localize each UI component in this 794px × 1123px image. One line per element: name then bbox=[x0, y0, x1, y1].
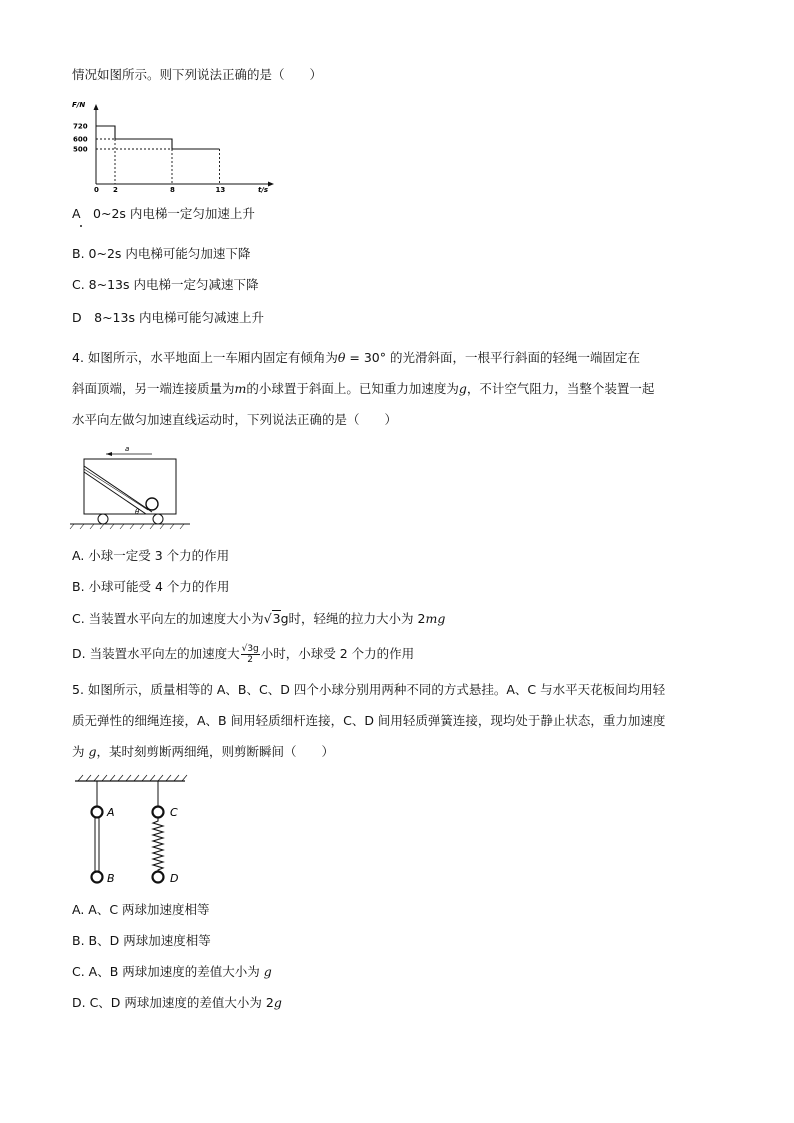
spring-cd bbox=[153, 818, 163, 872]
x-axis-arrowhead bbox=[268, 182, 274, 187]
small-ball bbox=[146, 498, 158, 510]
gravity-symbol: g bbox=[263, 964, 272, 979]
ball-c bbox=[153, 807, 164, 818]
small-dot-mark bbox=[80, 225, 82, 227]
q5-stem-text: ，某时刻剪断两细绳，则剪断瞬间（ ） bbox=[96, 744, 335, 759]
q4-option-b: B. 小球可能受 4 个力的作用 bbox=[72, 579, 230, 594]
theta-symbol: θ bbox=[337, 350, 346, 365]
ball-a bbox=[92, 807, 103, 818]
q4-stem-text: = 30° 的光滑斜面，一根平行斜面的轻绳一端固定在 bbox=[345, 350, 640, 365]
accel-arrowhead bbox=[106, 452, 112, 456]
gravity-symbol: g bbox=[88, 744, 97, 759]
q4-option-c-text: C. 当装置水平向左的加速度大小为 bbox=[72, 611, 264, 626]
q4-stem-text: ，不计空气阻力，当整个装置一起 bbox=[466, 381, 655, 396]
label-d: D bbox=[170, 872, 179, 885]
x-tick-label: 8 bbox=[170, 186, 175, 194]
cart-body bbox=[84, 459, 176, 514]
q4-option-c: C. 当装置水平向左的加速度大小为√3g时，轻绳的拉力大小为 2mg bbox=[72, 611, 446, 626]
x-tick-label: 0 bbox=[94, 186, 99, 194]
q4-option-a: A. 小球一定受 3 个力的作用 bbox=[72, 548, 230, 563]
q5-option-d-text: D. C、D 两球加速度的差值大小为 2 bbox=[72, 995, 274, 1010]
gravity-symbol: g bbox=[458, 381, 467, 396]
x-axis-label: t/s bbox=[258, 186, 269, 194]
fraction-numerator: √3g bbox=[241, 644, 259, 654]
gravity-symbol: g bbox=[280, 611, 289, 626]
label-c: C bbox=[170, 806, 178, 819]
wheel-left bbox=[98, 514, 108, 524]
q5-option-a: A. A、C 两球加速度相等 bbox=[72, 902, 210, 917]
fraction-denominator: 2 bbox=[247, 655, 254, 665]
y-tick-label: 720 bbox=[73, 122, 88, 131]
q5-stem-line1: 5. 如图所示，质量相等的 A、B、C、D 四个小球分别用两种不同的方式悬挂。A、C 与水平天花板间均用轻 bbox=[72, 682, 666, 697]
gravity-symbol: g bbox=[273, 995, 282, 1010]
angle-label: θ bbox=[135, 508, 140, 516]
q5-option-b: B. B、D 两球加速度相等 bbox=[72, 933, 211, 948]
sqrt-radicand: 3 bbox=[272, 611, 281, 626]
wheel-right bbox=[153, 514, 163, 524]
q4-stem-line3: 水平向左做匀加速直线运动时，下列说法正确的是（ ） bbox=[72, 412, 398, 427]
ball-b bbox=[92, 872, 103, 883]
q4-option-c-text: 时，轻绳的拉力大小为 2 bbox=[288, 611, 426, 626]
q5-stem-line3 bbox=[72, 744, 334, 760]
q5-option-c bbox=[72, 964, 272, 980]
q4-stem-text: 4. 如图所示，水平地面上一车厢内固定有倾角为 bbox=[72, 350, 338, 365]
q4-option-d bbox=[72, 644, 414, 665]
q4-stem-text: 的小球置于斜面上。已知重力加速度为 bbox=[246, 381, 459, 396]
rope bbox=[84, 469, 148, 510]
q3-stem: 情况如图所示。则下列说法正确的是（ ） bbox=[72, 67, 323, 82]
hanging-balls-figure bbox=[72, 772, 192, 890]
y-tick-label: 500 bbox=[73, 145, 88, 154]
fraction bbox=[241, 644, 260, 665]
q5-option-c-text: C. A、B 两球加速度的差值大小为 bbox=[72, 964, 264, 979]
mg-symbol: mg bbox=[425, 611, 446, 626]
label-a: A bbox=[107, 806, 115, 819]
q4-stem-line1 bbox=[72, 350, 640, 366]
x-tick-label: 13 bbox=[215, 186, 226, 194]
ceiling-hatching bbox=[78, 775, 187, 781]
q4-stem-text: 斜面顶端，另一端连接质量为 bbox=[72, 381, 235, 396]
label-b: B bbox=[107, 872, 115, 885]
y-tick-label: 600 bbox=[73, 135, 88, 144]
q4-option-d-text: 小时，小球受 2 个力的作用 bbox=[260, 646, 415, 661]
rod-ab bbox=[95, 818, 99, 872]
incline-cart-figure bbox=[70, 444, 200, 530]
x-tick-label: 2 bbox=[113, 186, 118, 194]
y-axis-arrowhead bbox=[94, 104, 99, 110]
q3-option-b: B. 0~2s 内电梯可能匀加速下降 bbox=[72, 246, 251, 261]
ball-d bbox=[153, 872, 164, 883]
q4-stem-line2 bbox=[72, 381, 654, 397]
q3-option-a: A 0~2s 内电梯一定匀加速上升 bbox=[72, 206, 255, 221]
q5-stem-line2: 质无弹性的细绳连接，A、B 间用轻质细杆连接，C、D 间用轻质弹簧连接，现均处于静止状态，重力加速度 bbox=[72, 713, 666, 728]
incline-surface-upper bbox=[84, 466, 152, 512]
y-axis-label: F/N bbox=[72, 101, 86, 109]
mass-symbol: m bbox=[234, 381, 247, 396]
q5-stem-text: 为 bbox=[72, 744, 89, 759]
accel-label: a bbox=[125, 445, 130, 453]
force-series-line bbox=[96, 126, 220, 149]
q5-option-d bbox=[72, 995, 282, 1011]
q3-option-c: C. 8~13s 内电梯一定匀减速下降 bbox=[72, 277, 259, 292]
q4-option-d-text: D. 当装置水平向左的加速度大 bbox=[72, 646, 240, 661]
force-time-chart bbox=[70, 96, 280, 196]
ground-hatching bbox=[70, 524, 184, 529]
q3-option-d: D 8~13s 内电梯可能匀减速上升 bbox=[72, 310, 264, 325]
